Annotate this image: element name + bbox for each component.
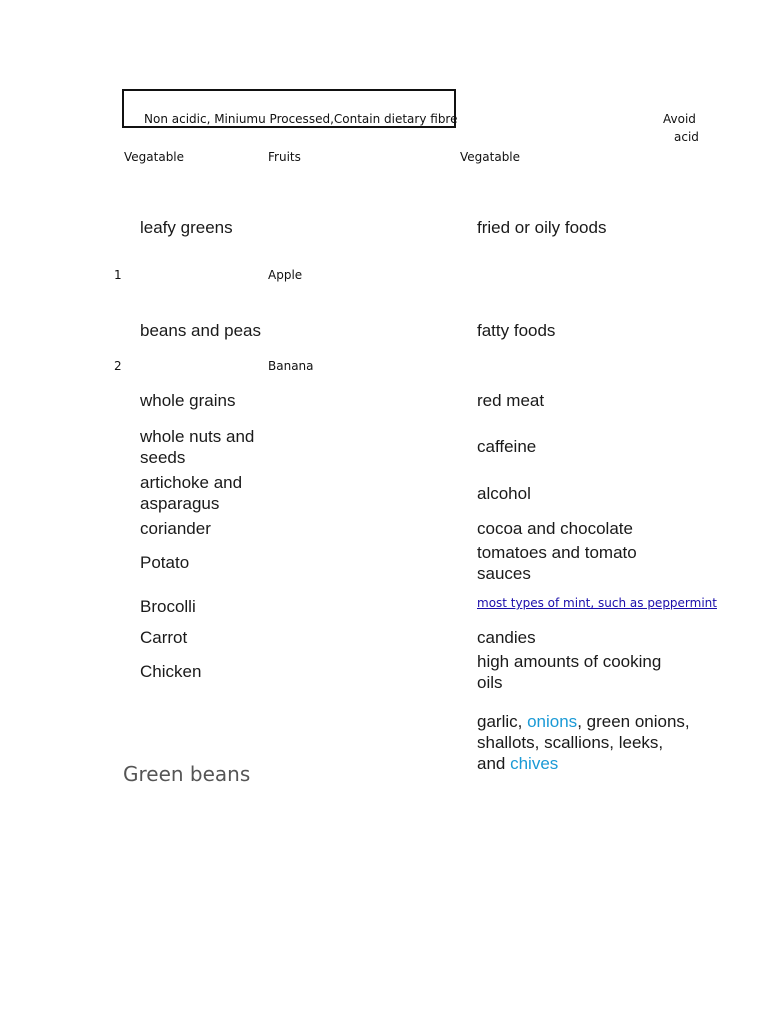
avoid-item: high amounts of cooking oils	[477, 652, 662, 692]
avoid-item: red meat	[477, 391, 545, 410]
onions-link[interactable]: onions	[527, 712, 578, 731]
recommended-item: Chicken	[140, 662, 202, 681]
recommended-item: artichoke and asparagus	[140, 473, 243, 513]
recommended-item: beans and peas	[140, 321, 261, 340]
avoid-item: fatty foods	[477, 321, 556, 340]
chives-link[interactable]: chives	[510, 754, 559, 773]
mint-link[interactable]: most types of mint, such as peppermint	[477, 596, 717, 610]
recommended-item: Carrot	[140, 628, 188, 647]
fruit-number: 2	[114, 359, 122, 373]
fruit-name: Apple	[268, 268, 303, 282]
header-box-text: Non acidic, Miniumu Processed,Contain dietary fibre	[144, 112, 458, 126]
avoid-item: caffeine	[477, 437, 537, 456]
avoid-item: alcohol	[477, 484, 531, 503]
avoid-item: fried or oily foods	[477, 218, 607, 237]
recommended-item: leafy greens	[140, 218, 233, 237]
green-beans-label: Green beans	[123, 762, 251, 786]
column-header-vegetable: Vegatable	[124, 150, 185, 164]
recommended-item: whole nuts and seeds	[140, 427, 255, 467]
avoid-item: candies	[477, 628, 536, 647]
fruit-number: 1	[114, 268, 122, 282]
column-header-vegetable-avoid: Vegatable	[460, 150, 521, 164]
recommended-item: Brocolli	[140, 597, 196, 616]
recommended-item: Potato	[140, 553, 190, 572]
avoid-item: cocoa and chocolate	[477, 519, 633, 538]
column-header-fruits: Fruits	[268, 150, 301, 164]
fruit-name: Banana	[268, 359, 314, 373]
alliums-text: , green onions, shallots, scallions, leeks, and	[477, 712, 690, 773]
avoid-item-garlic-onions	[477, 711, 692, 774]
recommended-item: coriander	[140, 519, 211, 538]
garlic-text: garlic,	[477, 712, 528, 731]
avoid-item: tomatoes and tomato sauces	[477, 543, 637, 583]
avoid-heading-line2: acid	[674, 130, 699, 144]
avoid-heading-line1: Avoid	[663, 112, 696, 126]
recommended-item: whole grains	[140, 391, 236, 410]
